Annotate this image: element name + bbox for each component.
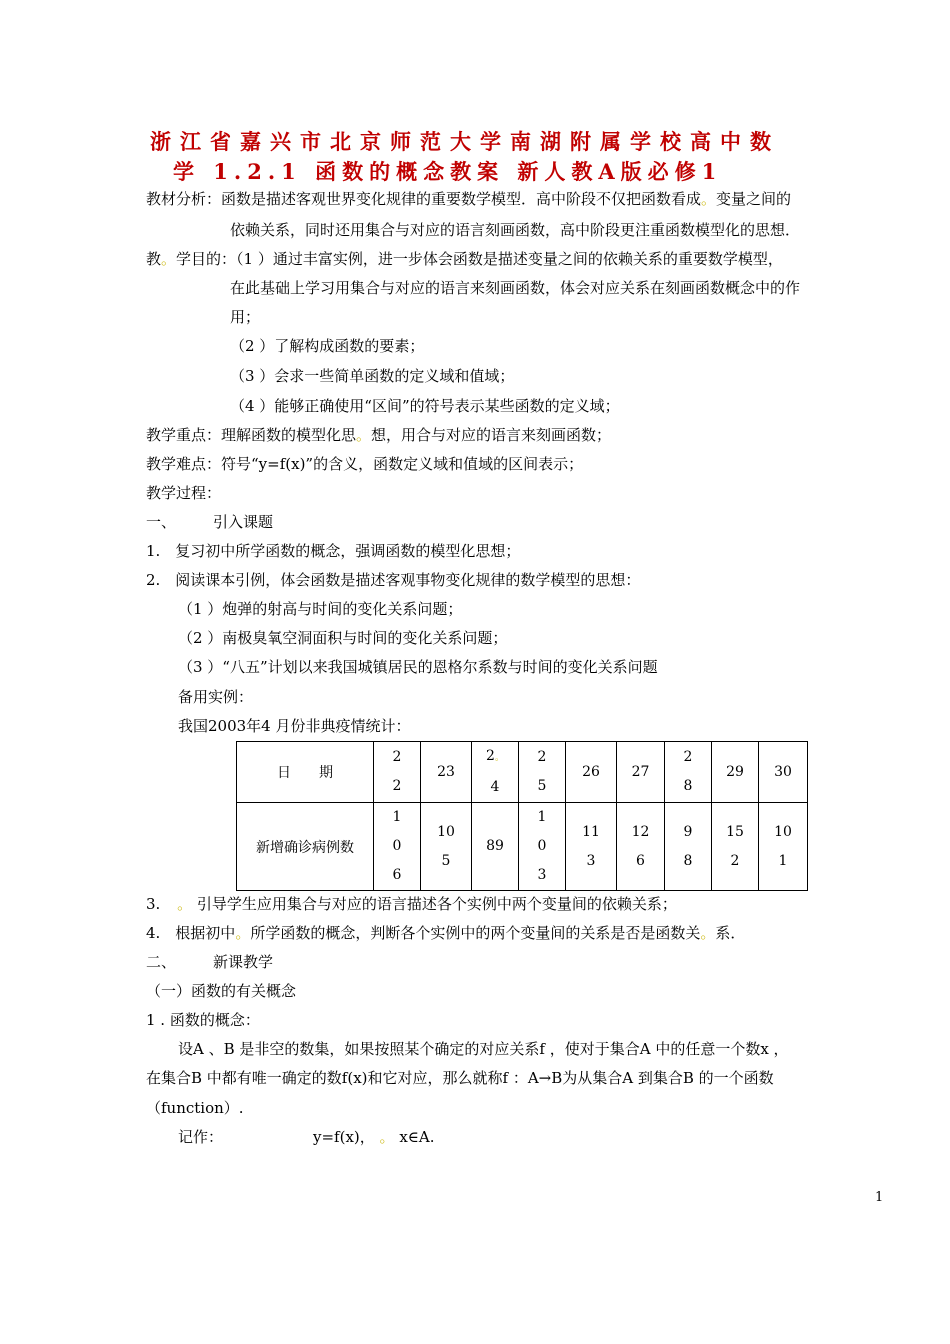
date-cell: 26 [566,742,617,803]
subsection-1: （一）函数的有关概念 [146,982,297,1000]
case-cell: 1 0 6 [374,803,421,891]
notation-formula-text: y=f(x)， [313,1128,375,1146]
item-2: 2. 阅读课本引例，体会函数是描述客观事物变化规律的数学模型的思想： [146,571,641,589]
item-4-a: 4. 根据初中 [146,924,236,942]
goal-3: （3 ）会求一些简单函数的定义域和值域； [230,367,515,385]
stray-dot: 。 [177,895,193,913]
analysis-text-2: 变量之间的 [716,190,792,208]
process-heading: 教学过程： [146,484,222,502]
analysis-line-2: 依赖关系，同时还用集合与对应的语言刻画函数，高中阶段更注重函数模型化的思想． [230,221,801,239]
section-2-title: 新课教学 [213,953,274,971]
sars-statistics-table [236,741,808,891]
case-cell: 15 2 [712,803,759,891]
backup-label: 备用实例： [178,688,254,706]
section-2-num: 二、 [146,953,177,971]
section-1-title: 引入课题 [213,513,274,531]
date-cell: 2 8 [665,742,712,803]
item-3 [146,893,677,915]
section-1-num: 一、 [146,513,177,531]
notation-formula [313,1126,435,1148]
case-cell: 10 1 [759,803,808,891]
table-header-cases: 新增确诊病例数 [237,803,374,891]
case-cell: 12 6 [617,803,665,891]
example-2: （2 ）南极臭氧空洞面积与时间的变化关系问题； [178,629,508,647]
table-row-cases [237,803,808,891]
date-cell: 29 [712,742,759,803]
example-3: （3 ）“八五”计划以来我国城镇居民的恩格尔系数与时间的变化关系问题 [178,658,658,676]
item-4 [146,922,745,944]
goal-1b: 在此基础上学习用集合与对应的语言来刻画函数，体会对应关系在刻画函数概念中的作 [230,279,801,297]
stray-dot: 。 [701,190,717,208]
difficulty: 教学难点：符号“y=f(x)”的含义，函数定义域和值域的区间表示； [146,455,584,473]
notation-label: 记作： [178,1128,224,1146]
stray-dot: 。 [161,250,177,268]
table-header-date: 日 期 [237,742,374,803]
definition-line-2: 在集合B 中都有唯一确定的数f(x)和它对应，那么就称f ：A→B为从集合A 到集合B 的一个函数 [146,1069,774,1087]
item-3-num: 3. [146,895,161,913]
date-cell: 23 [421,742,472,803]
goals-line-1 [146,248,783,270]
definition-line-1: 设A 、B 是非空的数集，如果按照某个确定的对应关系f ，使对于集合A 中的任意一个数x ， [178,1040,789,1058]
case-cell: 11 3 [566,803,617,891]
goal-4: （4 ）能够正确使用“区间”的符号表示某些函数的定义域； [230,397,620,415]
example-1: （1 ）炮弹的射高与时间的变化关系问题； [178,600,463,618]
date-cell: 2。 4 [472,742,519,803]
item-4-b: 所学函数的概念，判断各个实例中的两个变量间的关系是否是函数关 [250,924,701,942]
stray-dot: 。 [235,924,251,942]
goal-1a: （1 ）通过丰富实例，进一步体会函数是描述变量之间的依赖关系的重要数学模型， [236,250,783,268]
date-cell: 30 [759,742,808,803]
case-cell: 1 0 3 [519,803,566,891]
stray-dot: 。 [356,426,372,444]
analysis-text-1: 函数是描述客观世界变化规律的重要数学模型．高中阶段不仅把函数看成 [221,190,702,208]
case-cell: 10 5 [421,803,472,891]
item-3-text: 引导学生应用集合与对应的语言描述各个实例中两个变量间的依赖关系； [196,895,677,913]
date-cell: 2 5 [519,742,566,803]
stray-dot: 。 [494,753,504,763]
key-point-a: 教学重点：理解函数的模型化思 [146,426,357,444]
analysis-label: 教材分析： [146,190,222,208]
concept-title: 1 . 函数的概念： [146,1011,260,1029]
key-point-b: 想，用合与对应的语言来刻画函数； [371,426,612,444]
document-title-line-2: 学 1.2.1 函数的概念教案 新人教A版必修1 [173,159,723,184]
table-intro: 我国2003年4 月份非典疫情统计： [178,717,411,735]
stray-dot: 。 [379,1128,395,1146]
table-row-dates [237,742,808,803]
definition-line-3: （function）. [146,1099,244,1117]
item-1: 1. 复习初中所学函数的概念，强调函数的模型化思想； [146,542,521,560]
key-point [146,424,611,446]
date-cell: 2 2 [374,742,421,803]
stray-dot: 。 [700,924,716,942]
page-number: 1 [875,1190,884,1205]
goals-label-a: 教 [146,250,162,268]
item-4-c: 系． [715,924,746,942]
document-title-line-1: 浙江省嘉兴市北京师范大学南湖附属学校高中数 [150,129,780,154]
goal-1c: 用； [230,308,261,326]
analysis-line-1 [146,188,791,210]
case-cell: 89 [472,803,519,891]
case-cell: 9 8 [665,803,712,891]
notation-domain: x∈A. [399,1128,435,1146]
goal-2: （2 ）了解构成函数的要素； [230,337,425,355]
date-cell: 27 [617,742,665,803]
goals-label-b: 学目的： [176,250,237,268]
